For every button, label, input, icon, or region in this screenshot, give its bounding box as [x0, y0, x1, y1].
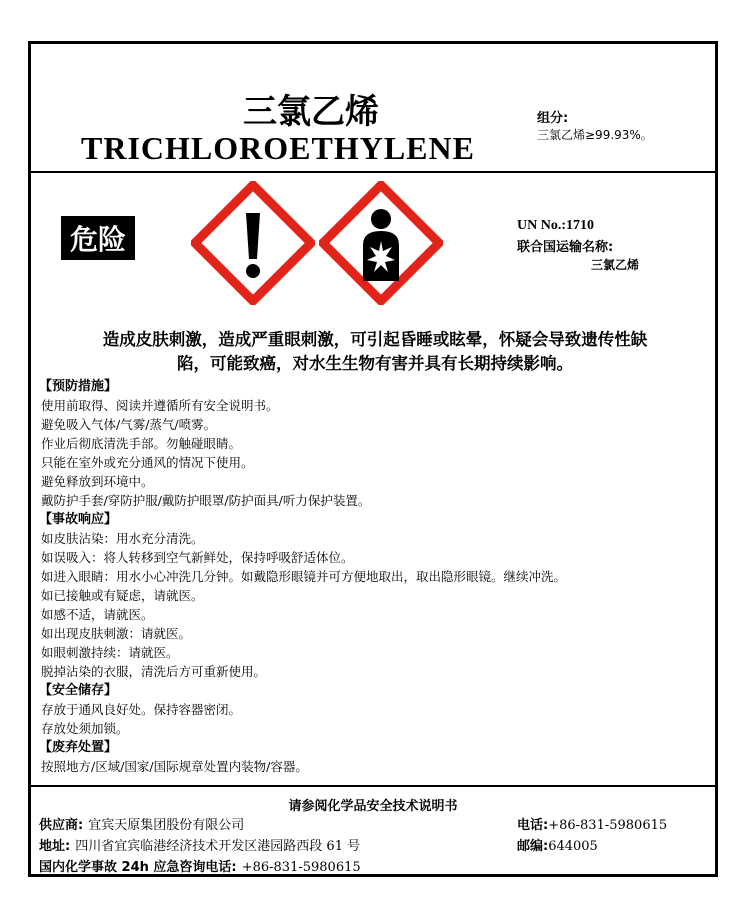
product-name-en: TRICHLOROETHYLENE [81, 130, 475, 166]
supplier-value: 宜宾天原集团股份有限公司 [88, 818, 245, 833]
response-line: 脱掉沾染的衣服，清洗后方可重新使用。 [41, 664, 267, 679]
section-title-disposal: 【废弃处置】 [39, 740, 118, 755]
un-shipping-name: 三氯乙烯 [591, 258, 640, 272]
response-line: 如眼刺激持续：请就医。 [41, 645, 179, 660]
section-title-storage: 【安全储存】 [39, 683, 118, 698]
prevention-line: 作业后彻底清洗手部。勿触碰眼睛。 [41, 436, 242, 451]
composition-label: 组分: [537, 111, 569, 126]
postcode-value: 644005 [548, 839, 598, 854]
emergency-value: +86-831-5980615 [241, 860, 361, 875]
hazard-statement [45, 328, 705, 376]
divider [31, 171, 715, 173]
address-value: 四川省宜宾临港经济技术开发区港园路西段 61 号 [75, 839, 361, 854]
response-line: 如出现皮肤刺激：请就医。 [41, 626, 192, 641]
section-title-prevention: 【预防措施】 [39, 379, 118, 394]
disposal-line: 按照地方/区域/国家/国际规章处置内装物/容器。 [41, 759, 308, 774]
response-line: 如皮肤沾染：用水充分清洗。 [41, 531, 204, 546]
response-line: 如已接触或有疑虑，请就医。 [41, 588, 204, 603]
storage-line: 存放处须加锁。 [41, 721, 129, 736]
hazard-statement-line: 造成皮肤刺激，造成严重眼刺激，可引起昏睡或眩晕，怀疑会导致遗传性缺 [102, 330, 648, 349]
hazard-statement-line: 陷，可能致癌，对水生生物有害并具有长期持续影响。 [177, 354, 573, 373]
composition-value: 三氯乙烯≥99.93%。 [537, 128, 653, 142]
response-line: 如感不适，请就医。 [41, 607, 154, 622]
signal-word: 危险 [61, 216, 135, 260]
product-name-cn: 三氯乙烯 [243, 92, 379, 132]
phone-row [517, 815, 667, 835]
prevention-line: 避免吸入气体/气雾/蒸气/喷雾。 [41, 417, 217, 432]
prevention-line: 使用前取得、阅读并遵循所有安全说明书。 [41, 398, 279, 413]
storage-line: 存放于通风良好处。保持容器密闭。 [41, 702, 242, 717]
un-shipping-name-label: 联合国运输名称: [517, 240, 614, 255]
emergency-label: 国内化学事故 24h 应急咨询电话: [39, 860, 237, 875]
phone-value: +86-831-5980615 [548, 818, 668, 833]
health-hazard-icon [319, 181, 443, 305]
postcode-row [517, 836, 598, 856]
prevention-line: 只能在室外或充分通风的情况下使用。 [41, 455, 254, 470]
chemical-label [28, 41, 718, 877]
emergency-row [39, 857, 361, 877]
exclamation-mark-icon [191, 181, 315, 305]
postcode-label: 邮编: [517, 839, 549, 854]
un-number: UN No.:1710 [517, 218, 594, 233]
response-line: 如进入眼睛：用水小心冲洗几分钟。如戴隐形眼镜并可方便地取出，取出隐形眼镜。继续冲洗。 [41, 569, 567, 584]
address-row [39, 836, 360, 856]
phone-label: 电话: [517, 818, 549, 833]
supplier-label: 供应商: [39, 818, 84, 833]
sds-notice: 请参阅化学品安全技术说明书 [288, 799, 458, 814]
prevention-line: 避免释放到环境中。 [41, 474, 154, 489]
divider [31, 785, 715, 787]
address-label: 地址: [39, 839, 71, 854]
supplier-row [39, 815, 244, 835]
section-title-response: 【事故响应】 [39, 512, 118, 527]
prevention-line: 戴防护手套/穿防护服/戴防护眼罩/防护面具/听力保护装置。 [41, 493, 371, 508]
response-line: 如误吸入：将人转移到空气新鲜处，保持呼吸舒适体位。 [41, 550, 354, 565]
